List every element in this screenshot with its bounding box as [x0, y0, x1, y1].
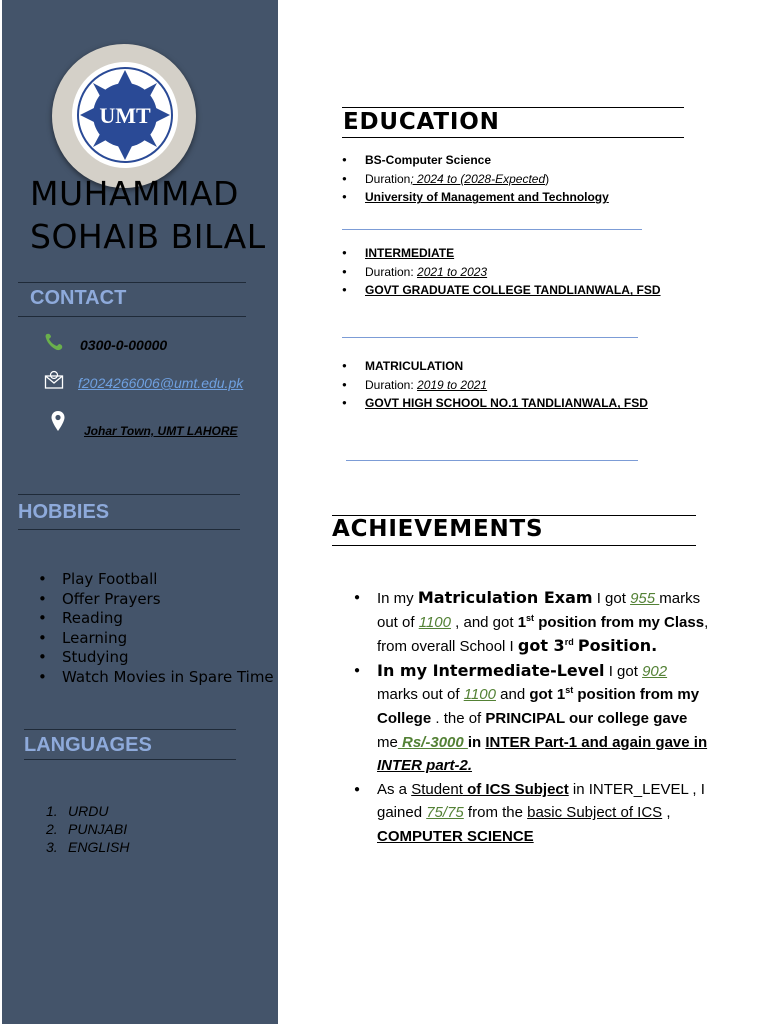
- divider: [342, 229, 642, 230]
- list-item: 2. PUNJABI: [46, 821, 128, 837]
- achievements-heading: ACHIEVEMENTS: [332, 516, 544, 542]
- location-pin-icon: [50, 410, 66, 436]
- degree: ● INTERMEDIATE: [342, 244, 661, 263]
- divider: [24, 729, 236, 730]
- svg-text:UMT: UMT: [99, 103, 151, 128]
- list-item: 1. URDU: [46, 803, 109, 819]
- divider: [18, 529, 240, 530]
- divider: [346, 460, 638, 461]
- institute: ● GOVT GRADUATE COLLEGE TANDLIANWALA, FSD: [342, 281, 661, 300]
- list-item: ● As a Student of ICS Subject in INTER_LEVEL , I gained 75/75 from the basic Subject of ICS , COMPUTER SCIENCE: [354, 778, 709, 849]
- logo-badge: [72, 62, 178, 168]
- degree: ● MATRICULATION: [342, 357, 648, 376]
- profile-name: MUHAMMAD SOHAIB BILAL: [30, 174, 266, 256]
- divider: [342, 107, 684, 108]
- phone-icon: [44, 332, 66, 356]
- duration: ● Duration: 2019 to 2021: [342, 376, 648, 395]
- divider: [332, 545, 696, 546]
- phone-number: 0300-0-00000: [80, 337, 168, 353]
- divider: [18, 282, 246, 283]
- degree: ● BS-Computer Science: [342, 151, 609, 170]
- list-item: • Learning: [38, 629, 238, 649]
- institute: ● University of Management and Technology: [342, 188, 609, 207]
- hobbies-heading: HOBBIES: [18, 501, 110, 523]
- umt-seal-icon: [72, 62, 178, 168]
- duration: ● Duration; 2024 to (2028-Expected): [342, 170, 609, 189]
- list-item: ● In my Matriculation Exam I got 955 marks out of 1100 , and got 1st position from my Class, from overall School I got 3rd Position.: [354, 586, 709, 659]
- education-entry: [342, 151, 609, 207]
- languages-heading: LANGUAGES: [24, 734, 152, 756]
- divider: [342, 337, 638, 338]
- list-item: • Studying: [38, 648, 238, 668]
- list-item: • Reading: [38, 609, 238, 629]
- list-item: • Offer Prayers: [38, 590, 238, 610]
- divider: [18, 316, 246, 317]
- list-item: • Watch Movies in Spare Time: [38, 668, 238, 688]
- university-logo: [50, 42, 200, 158]
- list-item: • Play Football: [38, 570, 238, 590]
- divider: [342, 137, 684, 138]
- address: Johar Town, UMT LAHORE: [84, 424, 238, 438]
- divider: [18, 494, 240, 495]
- institute: ● GOVT HIGH SCHOOL NO.1 TANDLIANWALA, FSD: [342, 394, 648, 413]
- education-entry: [342, 357, 648, 413]
- achievements-list: [354, 586, 709, 849]
- list-item: ● In my Intermediate-Level I got 902 marks out of 1100 and got 1st position from my College . the of PRINCIPAL our college gave me Rs/-3000 in INTER Part-1 and again gave in INTER part-2.: [354, 659, 709, 778]
- languages-list: [46, 802, 129, 856]
- contact-heading: CONTACT: [30, 287, 127, 309]
- education-entry: [342, 244, 661, 300]
- list-item: 3. ENGLISH: [46, 839, 130, 855]
- duration: ● Duration: 2021 to 2023: [342, 263, 661, 282]
- email-icon: [44, 370, 64, 394]
- email-link[interactable]: f2024266006@umt.edu.pk: [78, 375, 244, 391]
- divider: [24, 759, 236, 760]
- education-heading: EDUCATION: [343, 109, 500, 135]
- hobbies-list: [38, 570, 274, 698]
